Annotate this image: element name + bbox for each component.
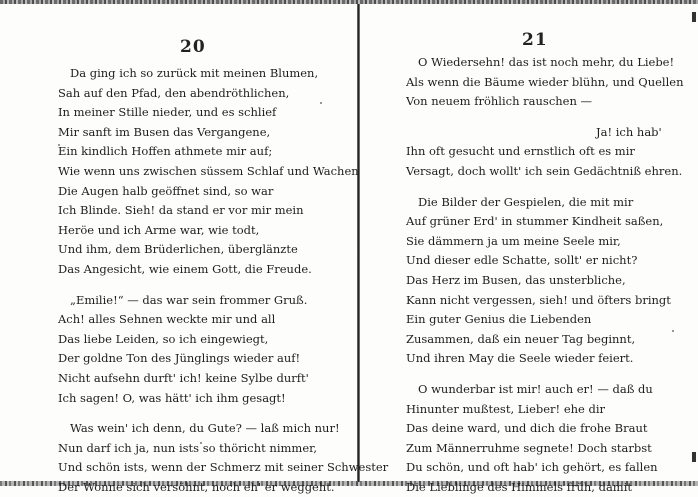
poem-text bbox=[406, 53, 684, 497]
poem-line: Der Wonne sich versöhnt, noch eh' er weggeht. bbox=[58, 479, 335, 494]
poem-line: Das Angesicht, wie einem Gott, die Freude. bbox=[58, 261, 312, 276]
stanza-break bbox=[406, 369, 684, 380]
poem-line: In meiner Stille nieder, und es schlief bbox=[58, 105, 277, 120]
poem-line: Zusammen, daß ein neuer Tag beginnt, bbox=[406, 331, 636, 346]
poem-line: Wie wenn uns zwischen süssem Schlaf und Wachen bbox=[58, 163, 359, 178]
poem-line: Der goldne Ton des Jünglings wieder auf! bbox=[58, 351, 301, 366]
poem-line: Nun darf ich ja, nun ists so thöricht nimmer, bbox=[58, 440, 318, 455]
stanza-break bbox=[58, 280, 388, 291]
poem-line: Und dieser edle Schatte, sollt' er nicht? bbox=[406, 253, 638, 268]
poem-line: Und ihren May die Seele wieder feiert. bbox=[406, 351, 634, 366]
stanza-break bbox=[58, 408, 388, 419]
poem-line: Ich Blinde. Sieh! da stand er vor mir mein bbox=[58, 203, 304, 218]
poem-line: Ein kindlich Hoffen athmete mir auf; bbox=[58, 144, 273, 159]
poem-line: Die Bilder der Gespielen, die mit mir bbox=[418, 194, 634, 209]
poem-line: Und ihm, dem Brüderlichen, überglänzte bbox=[58, 242, 298, 257]
poem-line: Heröe und ich Arme war, wie todt, bbox=[58, 222, 260, 237]
poem-line: Kann nicht vergessen, sieh! und öfters bringt bbox=[406, 292, 671, 307]
poem-line: Zum Männerruhme segnete! Doch starbst bbox=[406, 440, 652, 455]
poem-line: Das Herz im Busen, das unsterbliche, bbox=[406, 272, 626, 287]
poem-line: Die Lieblinge des Himmels früh, damit bbox=[406, 479, 633, 494]
poem-line: Als wenn die Bäume wieder blühn, und Quellen bbox=[406, 74, 684, 89]
poem-line: Die Augen halb geöffnet sind, so war bbox=[58, 183, 274, 198]
poem-line: Versagt, doch wollt' ich sein Gedächtniß ehren. bbox=[406, 163, 683, 178]
poem-line: Ach! alles Sehnen weckte mir und all bbox=[58, 312, 276, 327]
poem-line: O wunderbar ist mir! auch er! — daß du bbox=[418, 381, 653, 396]
stanza-break bbox=[406, 112, 684, 123]
poem-line: Auf grüner Erd' in stummer Kindheit saßen, bbox=[406, 214, 664, 229]
poem-line: Hinunter mußtest, Lieber! ehe dir bbox=[406, 401, 606, 416]
poem-line: Ein guter Genius die Liebenden bbox=[406, 312, 592, 327]
poem-line: Nicht aufsehn durft' ich! keine Sylbe durft' bbox=[58, 370, 309, 385]
page-number: 21 bbox=[522, 30, 548, 50]
poem-line: Mir sanft im Busen das Vergangene, bbox=[58, 124, 271, 139]
poem-line: Sah auf den Pfad, den abendröthlichen, bbox=[58, 85, 290, 100]
poem-line: Das deine ward, und dich die frohe Braut bbox=[406, 421, 648, 436]
poem-line: Sie dämmern ja um meine Seele mir, bbox=[406, 233, 621, 248]
page-number: 20 bbox=[180, 37, 206, 57]
poem-line: Von neuem fröhlich rauschen — bbox=[406, 94, 593, 109]
poem-line: Ihn oft gesucht und ernstlich oft es mir bbox=[406, 144, 635, 159]
stanza-break bbox=[406, 182, 684, 193]
poem-line: Da ging ich so zurück mit meinen Blumen, bbox=[70, 66, 319, 80]
poem-text bbox=[58, 64, 388, 497]
right-page bbox=[360, 0, 698, 494]
poem-line: Ich sagen! O, was hätt' ich ihm gesagt! bbox=[58, 390, 286, 405]
poem-line: O Wiedersehn! das ist noch mehr, du Liebe! bbox=[418, 55, 675, 69]
poem-line: Was wein' ich denn, du Gute? — laß mich nur! bbox=[70, 421, 340, 436]
poem-line: Ja! ich hab' bbox=[596, 124, 662, 139]
poem-line: Das liebe Leiden, so ich eingewiegt, bbox=[58, 331, 269, 346]
poem-line: Und schön ists, wenn der Schmerz mit seiner Schwester bbox=[58, 460, 389, 475]
poem-line: „Emilie!“ — das war sein frommer Gruß. bbox=[70, 292, 308, 307]
poem-line: Du schön, und oft hab' ich gehört, es fallen bbox=[406, 460, 658, 475]
